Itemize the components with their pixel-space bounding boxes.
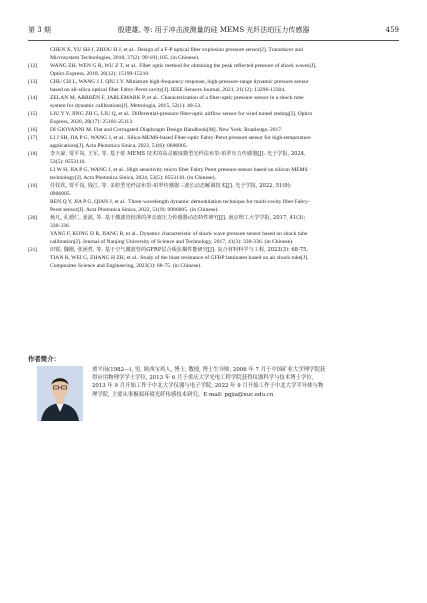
bio-line: 2013 年 9 月开始工作于中北大学仪器与电子学院, 2022 年 9 月开始工作于中北大学半导体与物: [92, 383, 324, 390]
author-section-title: 作者简介：: [28, 355, 60, 363]
bio-line: 得应用物理学学士学位, 2013 年 6 月于重庆大学光电工程学院获得仪器科学与技术博士学位,: [92, 375, 314, 382]
reference-line: REN Q Y, JIA P G, QIAN J, et al.. Three-wavelength dynamic demodulation technique for multi-cavity fiber Fabry-: [50, 199, 310, 205]
running-title: 殷建雄, 等: 用于冲击波测量的硅 MEMS 光纤法珀压力传感器: [117, 26, 310, 34]
reference-item: [28, 94, 399, 110]
reference-line: technology[J]. Acta Photonica Sinica, 2024, 53(5): 0553110. (in Chinese).: [50, 175, 216, 181]
page-number: 459: [385, 26, 399, 34]
bio-line: 贾平岗(1982—), 男, 陕西宝鸡人, 博士, 教授, 博士生导师, 2006 年 7 月于中国矿业大学理学院获: [92, 367, 326, 373]
reference-item: [28, 214, 399, 246]
reference-item: [28, 182, 399, 214]
reference-line: 任钦钦, 贾平岗, 钱江, 等. 多腔型光纤法布里-珀罗传感器三波长动态解调技术[J]. 光子学报, 2022, 51(9):: [50, 183, 292, 189]
reference-line: 李天豪, 贾平岗, 王军, 等. 基于硅 MEMS 技术的高灵敏度微型光纤法布里-珀罗压力传感器[J]. 光子学报, 2024,: [50, 151, 306, 157]
reference-line: calibration[J]. Journal of Nanjing University of Science and Technology, 2017, 41(3): 330-336. (in Chinese).: [50, 239, 294, 245]
reference-number: [14]: [28, 95, 38, 101]
reference-line: Microsystem Technologies, 2018, 37(2): 99-101,105. (in Chinese).: [50, 55, 200, 61]
portrait-image: [37, 366, 83, 421]
reference-number: [13]: [28, 79, 38, 85]
reference-line: 杨凡, 孔德仁, 姜波, 等. 基于激波管校准的冲击波压力传感器动态特性研究[J]. 南京理工大学学报, 2017, 41(3):: [50, 215, 306, 221]
reference-line: WANG ZH, WEN G R, WU Z T, et al.. Fiber optic method for obtaining the peak reflected pressure of shock waves[J].: [50, 63, 317, 69]
reference-line: Composites Science and Engineering, 2023(3): 68-75. (in Chinese).: [50, 263, 202, 269]
reference-line: 0906005.: [50, 191, 71, 197]
reference-list: [28, 46, 399, 270]
header-rule: [28, 40, 399, 41]
reference-item: [28, 78, 399, 94]
reference-line: TIAN R, WEI G, ZHANG H ZH, et al.. Study of the blast resistance of GFRP laminates based on air shock tube[J].: [50, 255, 309, 261]
reference-line: 53(5): 0553110.: [50, 159, 86, 165]
reference-line: YANG F, KONG D R, JIANG B, et al.. Dynamic characteristic of shock wave pressure sensor based on shock tube: [50, 231, 308, 237]
reference-number: [17]: [28, 135, 38, 141]
reference-number: [19]: [28, 183, 38, 189]
reference-number: [15]: [28, 111, 38, 117]
reference-line: 330-336.: [50, 223, 71, 229]
reference-number: [21]: [28, 247, 38, 253]
author-portrait: [37, 366, 83, 421]
reference-item: [28, 150, 399, 182]
reference-line: Optics Express, 2018, 26(12): 15199-15210.: [50, 71, 150, 77]
reference-line: ZELAN M, ARRHÉN F, JARLEMARK P, et al.. Characterization of a fiber-optic pressure sensor in a shock tube: [50, 95, 304, 101]
reference-line: Express, 2020, 28(17): 25101-25113.: [50, 119, 134, 125]
reference-item: [28, 246, 399, 270]
reference-number: [12]: [28, 63, 38, 69]
reference-number: [20]: [28, 215, 38, 221]
reference-item: [28, 126, 399, 134]
reference-line: based on all-silica optical fiber Fabry-Perot cavity[J]. IEEE Sensors Journal, 2021, 21(12): 13296-13304.: [50, 87, 286, 93]
reference-line: Perot sensor[J]. Acta Photonica Sinica, 2022, 51(9): 0906005. (in Chinese).: [50, 207, 219, 213]
running-header: [28, 22, 399, 38]
reference-line: DI GIOVANNI M. Flat and Corrugated Diaphragm Design Handbook[M]. New York: Routledge, 2017.: [50, 127, 283, 133]
reference-item: [28, 62, 399, 78]
reference-line: CHU CH L, WANG J J, QIU J Y. Miniature high-frequency response, high-pressure-range dynamic pressure sensor: [50, 79, 309, 85]
reference-number: [18]: [28, 151, 38, 157]
issue-label: 第 3 期: [28, 26, 51, 34]
reference-line: LIU Y Y, JING ZH G, LIU Q, et al.. Differential-pressure fiber-optic airflow sensor for wind tunnel testing[J]. Optics: [50, 111, 313, 117]
reference-number: [16]: [28, 127, 38, 133]
reference-line: LI W H, JIA P G, WANG J, et al.. High sensitivity micro fiber Fabry Perot pressure sensor based on silicon MEMS: [50, 167, 308, 173]
reference-item: [28, 134, 399, 150]
reference-line: LI J SH, JIA P G, WANG J, et al.. Silica-MEMS-based Fiber-optic Fabry-Perot pressure sensor for high-temperature: [50, 135, 311, 141]
reference-item: [28, 46, 399, 62]
reference-line: applications[J]. Acta Photonica Sinica, 2022, 51(6): 0606005.: [50, 143, 188, 149]
author-bio: [92, 366, 399, 399]
reference-line: 田锐, 魏刚, 张函哲, 等. 基于空气激波管的GFRP层合板抗爆性能研究[J]. 复合材料科学与工程, 2023(3): 68-75.: [50, 247, 308, 253]
bio-line: 理学院, 主要从事极端环境光纤传感技术研究。E-mail: pgjia@nuc.edu.cn: [92, 391, 274, 398]
reference-line: system for dynamic calibrations[J]. Metrologia, 2015, 52(1): 48-53.: [50, 103, 202, 109]
reference-item: [28, 110, 399, 126]
reference-line: CHEN X, YU SH J, ZHOU H J, et al.. Design of a F-P optical fiber explosion pressure sensor[J]. Transducer and: [50, 47, 303, 53]
